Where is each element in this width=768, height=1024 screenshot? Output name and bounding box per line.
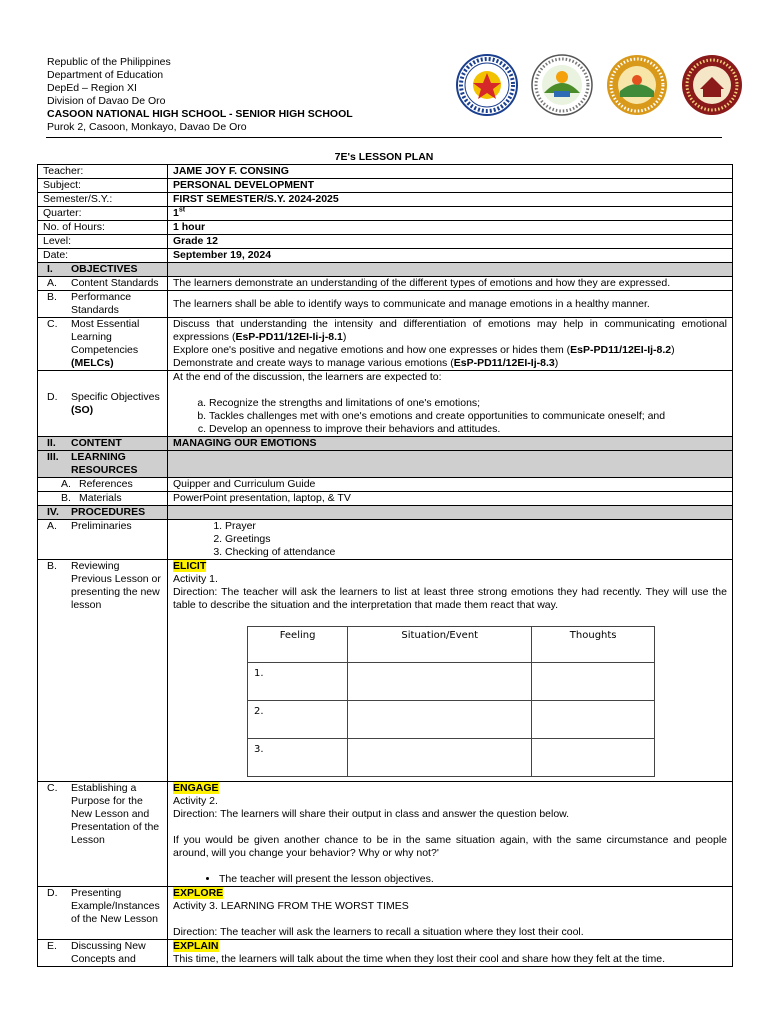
list-item: c. Develop an openness to improve their behaviors and attitudes. — [209, 423, 727, 436]
activity-3-title: Activity 3. LEARNING FROM THE WORST TIMES — [173, 900, 409, 912]
melcs-text — [168, 318, 733, 371]
semester-label: Semester/S.Y.: — [38, 193, 168, 207]
activity-2-title: Activity 2. — [173, 795, 218, 807]
subject-label: Subject: — [38, 179, 168, 193]
quarter-suffix: st — [178, 206, 186, 214]
blank-cell — [348, 739, 532, 777]
activity-1-direction: Direction: The teacher will ask the learners to list at least three strong emotions they had recently. They will use the table to describe the situation and the interpretation that made them react that way. — [173, 586, 727, 611]
header-department: Department of Education — [47, 69, 164, 81]
deped-seal-icon — [455, 53, 519, 117]
content-topic: MANAGING OUR EMOTIONS — [168, 437, 733, 451]
melcs-label: Most Essential Learning Competencies — [71, 318, 140, 356]
reviewing-label: Reviewing Previous Lesson or presenting the new lesson — [71, 560, 161, 611]
performance-standards-cell — [38, 291, 168, 318]
logo-strip — [455, 53, 745, 115]
activity-2-question: If you would be given another chance to be in the same situation again, with the same circumstance and people around, will you change your behavior? Why or why not?' — [173, 834, 727, 859]
list-item: 2. Greetings — [225, 533, 727, 546]
preliminaries-list — [173, 520, 727, 559]
section-procedures — [38, 506, 733, 520]
blank-cell — [532, 663, 655, 701]
preliminaries-letter: A. — [47, 520, 57, 532]
specific-objectives-list — [173, 397, 727, 436]
info-row-subject — [38, 179, 733, 193]
content-heading — [38, 437, 168, 451]
materials-label: Materials — [79, 492, 122, 504]
header-divider — [46, 137, 722, 138]
presenting-text — [168, 887, 733, 940]
melc-3-text: Demonstrate and create ways to manage various emotions ( — [173, 357, 454, 369]
melc-2-close: ) — [671, 344, 675, 356]
presenting-label: Presenting Example/Instances of the New Lesson — [71, 887, 160, 925]
header-school-name: CASOON NATIONAL HIGH SCHOOL - SENIOR HIGH SCHOOL — [47, 108, 353, 120]
references-label: References — [79, 478, 133, 490]
blank-cell — [532, 739, 655, 777]
section-content — [38, 437, 733, 451]
quarter-value — [168, 207, 733, 221]
establishing-label: Establishing a Purpose for the New Lesson and Presentation of the Lesson — [71, 782, 160, 846]
hours-label: No. of Hours: — [38, 221, 168, 235]
header-division: Division of Davao De Oro — [47, 95, 166, 107]
header-republic: Republic of the Philippines — [47, 56, 171, 68]
objectives-num: I. — [47, 263, 53, 275]
materials-text: PowerPoint presentation, laptop, & TV — [168, 492, 733, 506]
row-discussing-concepts — [38, 940, 733, 967]
info-row-level — [38, 235, 733, 249]
list-item: 3. Checking of attendance — [225, 546, 727, 559]
melcs-cell — [38, 318, 168, 371]
reviewing-text — [168, 560, 733, 782]
elicit-tag: ELICIT — [173, 560, 207, 572]
lesson-plan-table — [37, 164, 733, 967]
row-presenting-examples — [38, 887, 733, 940]
establishing-bullets — [173, 873, 727, 886]
info-row-teacher — [38, 165, 733, 179]
content-standards-label: Content Standards — [71, 277, 159, 289]
engage-tag: ENGAGE — [173, 782, 219, 794]
materials-letter: B. — [61, 492, 71, 504]
row-performance-standards — [38, 291, 733, 318]
reviewing-letter: B. — [47, 560, 57, 572]
content-standards-text: The learners demonstrate an understanding of the different types of emotions and how they are expressed. — [168, 277, 733, 291]
explore-tag: EXPLORE — [173, 887, 224, 899]
hours-value: 1 hour — [168, 221, 733, 235]
table-row — [248, 663, 655, 701]
activity-2-direction: Direction: The learners will share their output in class and answer the question below. — [173, 808, 570, 820]
specific-objectives-letter: D. — [47, 390, 58, 403]
feelings-table-header — [248, 627, 655, 663]
establishing-text — [168, 782, 733, 887]
performance-standards-label: Performance Standards — [71, 291, 132, 316]
header-address: Purok 2, Casoon, Monkayo, Davao De Oro — [47, 121, 247, 133]
activity-3-direction: Direction: The teacher will ask the learners to recall a situation where they lost their cool. — [173, 926, 584, 938]
situation-header: Situation/Event — [348, 627, 532, 663]
blank-cell — [348, 701, 532, 739]
region-xi-seal-icon — [530, 53, 594, 117]
content-standards-cell — [38, 277, 168, 291]
section-learning-resources — [38, 451, 733, 478]
division-davao-de-oro-seal-icon — [605, 53, 669, 117]
melc-2-text: Explore one's positive and negative emotions and how one expresses or hides them ( — [173, 344, 571, 356]
list-item: 1. Prayer — [225, 520, 727, 533]
date-label: Date: — [38, 249, 168, 263]
blank-cell — [532, 701, 655, 739]
teacher-value: JAME JOY F. CONSING — [168, 165, 733, 179]
school-header — [47, 56, 353, 134]
row-preliminaries — [38, 520, 733, 560]
casoon-nhs-seal-icon — [680, 53, 744, 117]
presenting-letter: D. — [47, 887, 58, 899]
row-references — [38, 478, 733, 492]
procedures-blank — [168, 506, 733, 520]
teacher-label: Teacher: — [38, 165, 168, 179]
activity-1-title: Activity 1. — [173, 573, 218, 585]
discussing-text — [168, 940, 733, 967]
level-label: Level: — [38, 235, 168, 249]
info-row-semester — [38, 193, 733, 207]
row-reviewing — [38, 560, 733, 782]
specific-objectives-cell — [38, 371, 168, 437]
resources-heading — [38, 451, 168, 478]
specific-objectives-text — [168, 371, 733, 437]
preliminaries-cell — [38, 520, 168, 560]
specific-objectives-abbrev: (SO) — [71, 403, 94, 416]
resources-label: LEARNING RESOURCES — [71, 451, 138, 476]
melcs-letter: C. — [47, 318, 58, 330]
objectives-blank — [168, 263, 733, 277]
row-content-standards — [38, 277, 733, 291]
melc-3-close: ) — [554, 357, 559, 369]
section-objectives — [38, 263, 733, 277]
references-letter: A. — [61, 478, 71, 490]
melc-1-text: Discuss that understanding the intensity and differentiation of emotions may help in communicating emotional expressions ( — [173, 318, 727, 343]
discussing-letter: E. — [47, 940, 57, 952]
content-label: CONTENT — [71, 437, 122, 449]
procedures-heading — [38, 506, 168, 520]
melc-2 — [173, 344, 727, 357]
discussing-label: Discussing New Concepts and — [71, 940, 146, 965]
table-row — [248, 739, 655, 777]
info-row-date — [38, 249, 733, 263]
lesson-plan-title: 7E's LESSON PLAN — [334, 151, 434, 163]
procedures-label: PROCEDURES — [71, 506, 146, 518]
info-row-quarter — [38, 207, 733, 221]
explain-tag: EXPLAIN — [173, 940, 219, 952]
procedures-num: IV. — [47, 506, 59, 518]
melc-3-code: EsP-PD11/12EI-Ij-8.3 — [453, 357, 555, 369]
melc-1-code: EsP-PD11/12EI-Ii-j-8.1 — [235, 331, 343, 343]
header-region: DepEd – Region XI — [47, 82, 137, 94]
establishing-letter: C. — [47, 782, 58, 794]
melc-1 — [173, 318, 727, 344]
presenting-cell — [38, 887, 168, 940]
content-num: II. — [47, 437, 56, 449]
info-row-hours — [38, 221, 733, 235]
melcs-label-abbrev: (MELCs) — [71, 357, 114, 369]
row-materials — [38, 492, 733, 506]
date-value: September 19, 2024 — [168, 249, 733, 263]
specific-objectives-label: Specific Objectives — [71, 390, 160, 403]
semester-value: FIRST SEMESTER/S.Y. 2024-2025 — [168, 193, 733, 207]
objectives-label: OBJECTIVES — [71, 263, 138, 275]
subject-value: PERSONAL DEVELOPMENT — [168, 179, 733, 193]
objectives-heading — [38, 263, 168, 277]
blank-cell — [348, 663, 532, 701]
list-item: • The teacher will present the lesson objectives. — [219, 873, 727, 886]
content-standards-letter: A. — [47, 277, 57, 289]
resources-blank — [168, 451, 733, 478]
explain-text: This time, the learners will talk about the time when they lost their cool and share how they felt at the time. — [173, 953, 665, 965]
specific-objectives-intro: At the end of the discussion, the learners are expected to: — [173, 371, 442, 383]
row-number: 2. — [248, 701, 348, 739]
performance-standards-letter: B. — [47, 291, 57, 303]
melc-1-close: ) — [342, 331, 347, 343]
row-number: 3. — [248, 739, 348, 777]
preliminaries-label: Preliminaries — [71, 520, 132, 532]
row-establishing-purpose — [38, 782, 733, 887]
row-melcs — [38, 318, 733, 371]
performance-standards-text: The learners shall be able to identify ways to communicate and manage emotions in a healthy manner. — [168, 291, 733, 318]
row-number: 1. — [248, 663, 348, 701]
thoughts-header: Thoughts — [532, 627, 655, 663]
feeling-header: Feeling — [248, 627, 348, 663]
references-text: Quipper and Curriculum Guide — [168, 478, 733, 492]
table-row — [248, 701, 655, 739]
list-item: b. Tackles challenges met with one's emotions and create opportunities to communicate oneself; and — [209, 410, 727, 423]
list-item: a. Recognize the strengths and limitations of one's emotions; — [209, 397, 727, 410]
quarter-label: Quarter: — [38, 207, 168, 221]
quarter-number: 1 — [173, 207, 179, 219]
preliminaries-text — [168, 520, 733, 560]
establishing-cell — [38, 782, 168, 887]
reviewing-cell — [38, 560, 168, 782]
melc-3 — [173, 357, 727, 370]
discussing-cell — [38, 940, 168, 967]
resources-num: III. — [47, 451, 59, 463]
materials-cell — [38, 492, 168, 506]
level-value: Grade 12 — [168, 235, 733, 249]
row-specific-objectives — [38, 371, 733, 437]
melc-2-code: EsP-PD11/12EI-Ij-8.2 — [570, 344, 672, 356]
references-cell — [38, 478, 168, 492]
feelings-table — [247, 626, 655, 777]
